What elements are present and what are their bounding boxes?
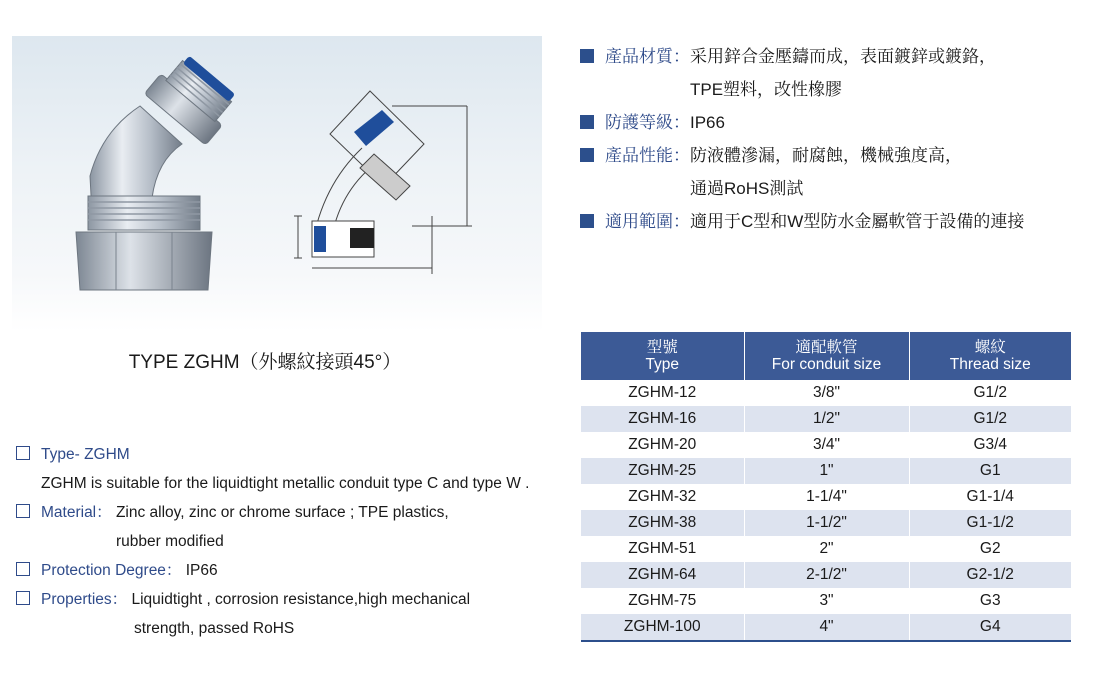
table-row [581, 588, 1071, 614]
cn-spec-line: TPE塑料，改性橡膠 [690, 80, 843, 99]
spec-value: Zinc alloy, zinc or chrome surface ; TPE plastics, [115, 504, 449, 521]
cell-thread: G1/2 [909, 380, 1071, 406]
column-header-conduit [744, 332, 909, 380]
checkbox-icon [16, 591, 30, 605]
cn-spec-material [580, 40, 1085, 106]
header-en: Thread size [949, 356, 1031, 373]
table-row [581, 536, 1071, 562]
table-header-row [581, 332, 1071, 380]
cell-conduit: 3/4" [744, 432, 909, 458]
column-header-thread [909, 332, 1071, 380]
spec-label: Properties： [41, 591, 128, 608]
spec-label: Material： [41, 504, 112, 521]
header-en: For conduit size [771, 356, 882, 373]
spec-item-protection [16, 556, 536, 585]
cell-type: ZGHM-12 [628, 384, 697, 401]
table-row [581, 562, 1071, 588]
cn-spec-label: 產品性能： [605, 146, 690, 165]
product-image-panel [12, 36, 542, 332]
technical-drawing [294, 91, 472, 274]
cn-spec-performance [580, 139, 1085, 205]
cell-type: ZGHM-25 [581, 458, 744, 484]
cn-spec-value [690, 205, 1024, 238]
table-row [581, 484, 1071, 510]
cell-thread: G3 [909, 588, 1071, 614]
cn-spec-label: 防護等級： [605, 113, 690, 132]
product-caption: TYPE ZGHM（外螺紋接頭45°） [128, 352, 402, 373]
cell-type: ZGHM-32 [628, 488, 697, 505]
cell-thread: G4 [909, 614, 1071, 641]
cell-type: ZGHM-20 [628, 436, 697, 453]
cell-thread: G1/2 [909, 406, 1071, 432]
table-row [581, 614, 1071, 641]
size-table [581, 332, 1071, 642]
cell-type: ZGHM-64 [581, 562, 744, 588]
cn-spec-application [580, 205, 1085, 238]
cell-thread: G1 [909, 458, 1071, 484]
header-cn: 適配軟管 [795, 339, 858, 356]
cn-spec-value [690, 40, 996, 106]
cell-conduit: 1-1/2" [744, 510, 909, 536]
product-illustration [12, 36, 542, 332]
table-row [581, 406, 1071, 432]
cell-conduit: 1" [744, 458, 909, 484]
spec-item-material [16, 498, 536, 556]
square-bullet-icon [580, 214, 594, 228]
spec-value: IP66 [185, 562, 218, 579]
cell-thread: G1-1/4 [909, 484, 1071, 510]
cn-spec-value [690, 139, 962, 205]
square-bullet-icon [580, 49, 594, 63]
spec-item-properties [16, 585, 536, 643]
spec-label: Protection Degree： [41, 562, 182, 579]
square-bullet-icon [580, 115, 594, 129]
cell-type: ZGHM-75 [628, 592, 697, 609]
checkbox-icon [16, 446, 30, 460]
table-row [581, 380, 1071, 406]
cell-thread: G3/4 [909, 432, 1071, 458]
checkbox-icon [16, 504, 30, 518]
cell-conduit: 2-1/2" [744, 562, 909, 588]
cell-conduit: 2" [744, 536, 909, 562]
spec-item-type [16, 440, 536, 498]
cn-spec-protection [580, 106, 1085, 139]
cell-conduit: 1-1/4" [744, 484, 909, 510]
table-row [581, 510, 1071, 536]
header-cn: 型號 [646, 339, 678, 356]
checkbox-icon [16, 562, 30, 576]
cn-spec-label: 適用範圍： [605, 212, 690, 231]
cell-type: ZGHM-38 [581, 510, 744, 536]
cn-spec-label: 產品材質： [605, 47, 690, 66]
cell-type: ZGHM-16 [581, 406, 744, 432]
cn-spec-line: 防液體滲漏，耐腐蝕，機械強度高， [690, 146, 962, 165]
spec-label: Type- ZGHM [41, 446, 130, 463]
cell-thread: G2 [909, 536, 1071, 562]
square-bullet-icon [580, 148, 594, 162]
fitting-photo [76, 49, 243, 290]
cell-type: ZGHM-51 [628, 540, 697, 557]
english-spec-list [16, 440, 536, 643]
header-en: Type [645, 356, 680, 373]
cn-spec-line: 采用鋅合金壓鑄而成，表面鍍鋅或鍍鉻， [690, 47, 996, 66]
cell-conduit: 4" [744, 614, 909, 641]
header-cn: 螺紋 [974, 339, 1006, 356]
cell-conduit: 1/2" [744, 406, 909, 432]
chinese-spec-list [580, 40, 1085, 238]
spec-value: Liquidtight , corrosion resistance,high mechanical [131, 591, 471, 608]
cell-thread: G1-1/2 [909, 510, 1071, 536]
cell-type: ZGHM-100 [581, 614, 744, 641]
cn-spec-line: 通過RoHS測試 [690, 179, 804, 198]
cn-spec-line: IP66 [690, 113, 725, 132]
spec-value-continued: strength, passed RoHS [134, 620, 295, 637]
cell-thread: G2-1/2 [909, 562, 1071, 588]
spec-value-continued: rubber modified [116, 533, 224, 550]
spec-description: ZGHM is suitable for the liquidtight metallic conduit type C and type W . [41, 475, 530, 492]
cell-conduit: 3/8" [744, 380, 909, 406]
table-row [581, 432, 1071, 458]
column-header-type [581, 332, 744, 380]
cell-conduit: 3" [744, 588, 909, 614]
cn-spec-line: 適用于C型和W型防水金屬軟管于設備的連接 [690, 212, 1025, 231]
cn-spec-value [690, 106, 725, 139]
table-row [581, 458, 1071, 484]
